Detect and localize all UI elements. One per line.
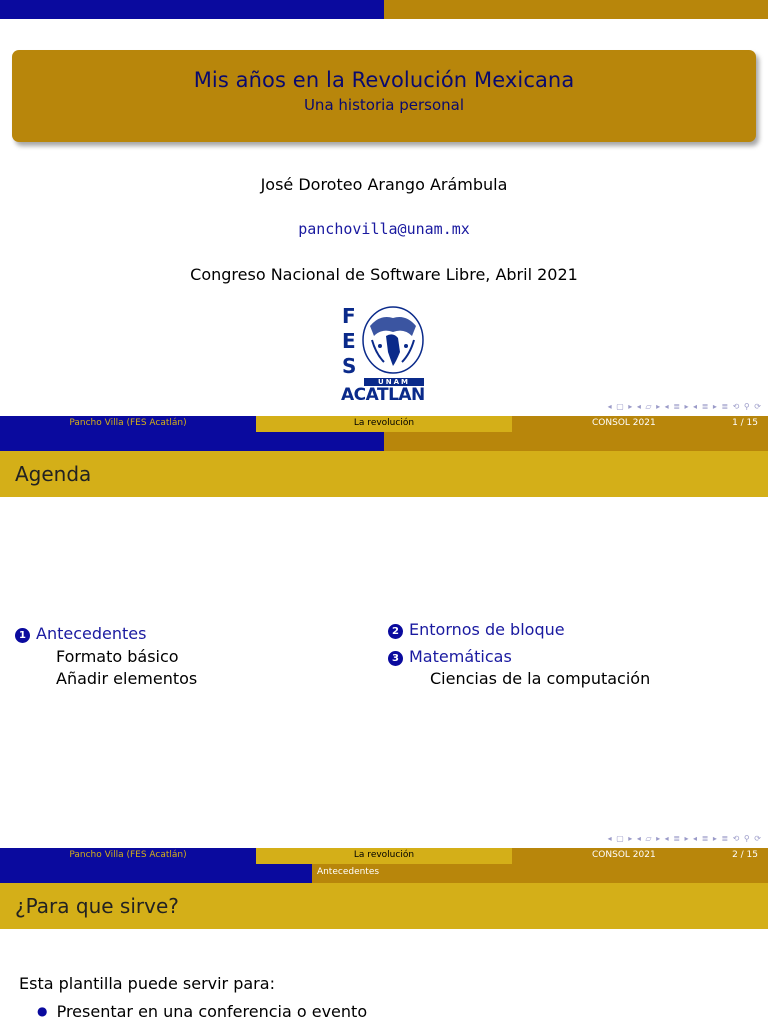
section-label: Matemáticas xyxy=(409,647,512,666)
section-number: 1 xyxy=(15,628,30,643)
frame-title: Agenda xyxy=(15,462,92,486)
logo-acatlan-text: ACATLAN xyxy=(341,385,425,405)
footer-right xyxy=(512,848,768,864)
bullet-item xyxy=(37,1002,367,1021)
footer-page: 2 / 15 xyxy=(732,850,758,860)
footer-slide-1 xyxy=(0,416,768,432)
footer-conf: CONSOL 2021 xyxy=(592,418,656,428)
top-bar-blue xyxy=(0,0,384,19)
logo-unam-text: UNAM xyxy=(378,378,410,386)
author-name: José Doroteo Arango Arámbula xyxy=(260,175,508,194)
section-nav-current[interactable] xyxy=(312,864,384,883)
author-email[interactable]: panchovilla@unam.mx xyxy=(298,220,470,238)
section-number: 3 xyxy=(388,651,403,666)
footer-slide-2 xyxy=(0,848,768,864)
logo-letter-f: F xyxy=(342,304,356,328)
slide-title: Mis años en la Revolución Mexicana xyxy=(193,68,575,92)
section-number: 2 xyxy=(388,624,403,639)
frame-title-bar xyxy=(0,883,768,929)
logo-letter-e: E xyxy=(342,329,356,353)
event-name: Congreso Nacional de Software Libre, Abril 2021 xyxy=(190,265,578,284)
footer-author: Pancho Villa (FES Acatlán) xyxy=(0,848,256,864)
section-label: Entornos de bloque xyxy=(409,620,565,639)
beamer-nav-symbols[interactable]: ◂ ▢ ▸ ◂ ▱ ▸ ◂ ≣ ▸ ◂ ≣ ▸ ≣ ⟲ ⚲ ⟳ xyxy=(607,834,762,843)
intro-text: Esta plantilla puede servir para: xyxy=(19,974,275,993)
bullet-text: Presentar en una conferencia o evento xyxy=(56,1002,368,1021)
agenda-subsection[interactable]: Formato básico xyxy=(56,647,179,666)
footer-title: La revolución xyxy=(256,416,512,432)
fes-acatlan-logo xyxy=(338,304,430,406)
beamer-nav-symbols[interactable]: ◂ ▢ ▸ ◂ ▱ ▸ ◂ ≣ ▸ ◂ ≣ ▸ ≣ ⟲ ⚲ ⟳ xyxy=(607,402,762,411)
section-nav-blue xyxy=(0,864,312,883)
agenda-subsection[interactable]: Ciencias de la computación xyxy=(430,669,651,688)
logo-letter-s: S xyxy=(342,354,357,378)
section-nav-label: Antecedentes xyxy=(316,867,380,877)
section-nav-gold xyxy=(384,864,768,883)
top-bar-blue xyxy=(0,432,384,451)
footer-right xyxy=(512,416,768,432)
footer-page: 1 / 15 xyxy=(732,418,758,428)
section-label: Antecedentes xyxy=(36,624,147,643)
agenda-section-2[interactable] xyxy=(388,620,565,639)
bullet-icon: ● xyxy=(37,1004,48,1018)
footer-author: Pancho Villa (FES Acatlán) xyxy=(0,416,256,432)
agenda-section-3[interactable] xyxy=(388,647,512,666)
agenda-section-1[interactable] xyxy=(15,624,146,643)
title-box xyxy=(12,50,756,142)
footer-title: La revolución xyxy=(256,848,512,864)
agenda-subsection[interactable]: Añadir elementos xyxy=(56,669,198,688)
frame-title: ¿Para que sirve? xyxy=(15,894,179,918)
slide-subtitle: Una historia personal xyxy=(303,96,465,114)
unam-shield-icon xyxy=(360,306,426,378)
frame-title-bar xyxy=(0,451,768,497)
top-bar-gold xyxy=(384,0,768,19)
top-bar-gold xyxy=(384,432,768,451)
footer-conf: CONSOL 2021 xyxy=(592,850,656,860)
